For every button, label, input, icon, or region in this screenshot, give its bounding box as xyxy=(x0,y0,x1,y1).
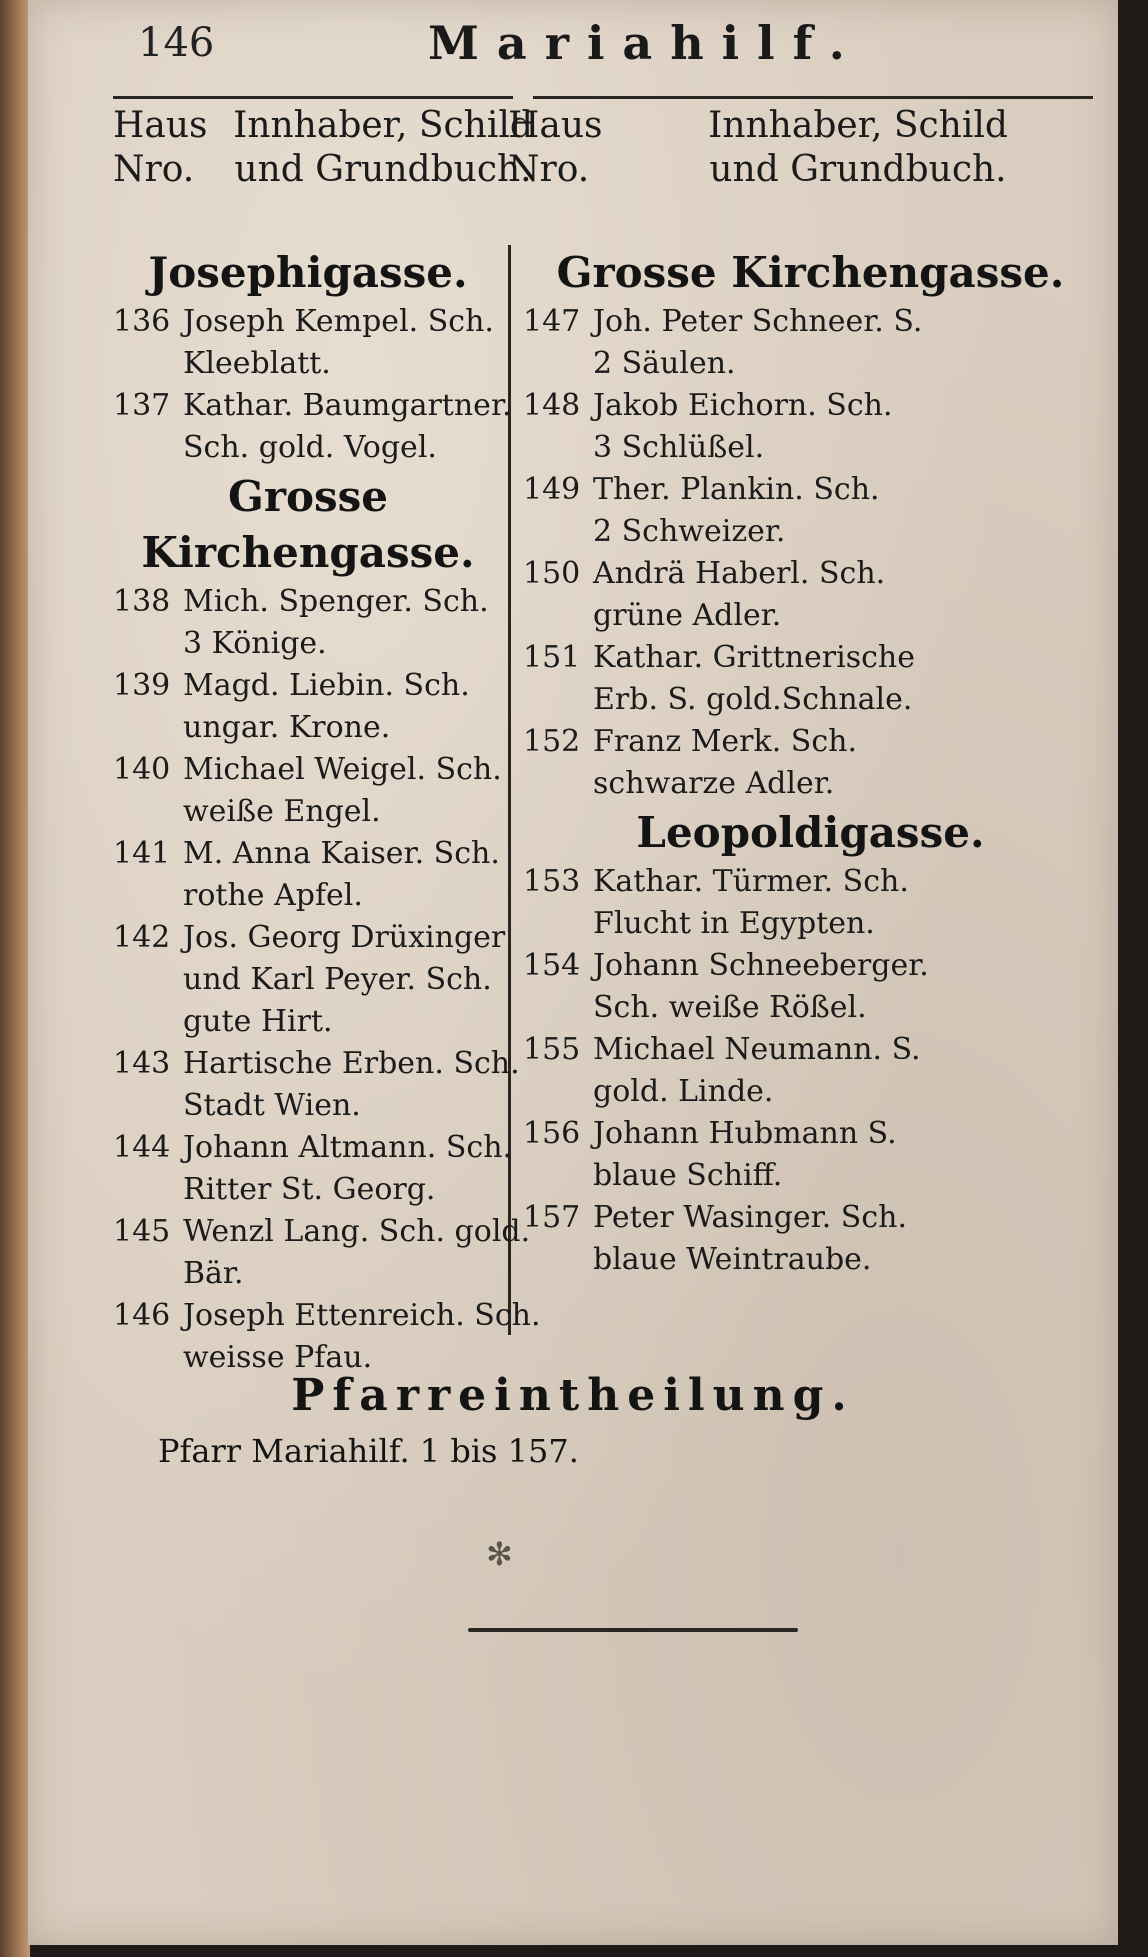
owner-line: Jakob Eichorn. Sch. xyxy=(593,388,893,423)
house-number: 149 xyxy=(523,472,581,507)
street-heading: Josephigasse. xyxy=(148,248,468,297)
owner-line: Johann Altmann. Sch. xyxy=(183,1130,513,1165)
owner-line: Joseph Kempel. Sch. xyxy=(183,304,494,339)
grundbuch-label: und Grundbuch. xyxy=(234,149,532,190)
sign-line: Sch. weiße Rößel. xyxy=(593,990,867,1025)
house-number: 145 xyxy=(113,1214,171,1249)
right-column-header xyxy=(508,104,1088,192)
owner-line: Johann Schneeberger. xyxy=(593,948,929,983)
house-number: 139 xyxy=(113,668,171,703)
sign-line: Sch. gold. Vogel. xyxy=(183,430,437,465)
owner-label: Innhaber, Schild xyxy=(708,105,1008,146)
page-header xyxy=(28,8,1118,68)
house-number: 143 xyxy=(113,1046,171,1081)
house-number: 136 xyxy=(113,304,171,339)
ornament-icon: ✻ xyxy=(486,1535,513,1573)
owner-line: Michael Neumann. S. xyxy=(593,1032,921,1067)
list-item xyxy=(523,385,1098,469)
sign-line: Kleeblatt. xyxy=(183,346,331,381)
sign-line: blaue Schiff. xyxy=(593,1158,783,1193)
owner-line: Kathar. Grittnerische xyxy=(593,640,915,675)
list-item xyxy=(113,665,503,749)
list-item xyxy=(523,1197,1098,1281)
house-number: 137 xyxy=(113,388,171,423)
page-number: 146 xyxy=(138,20,215,66)
book-spine xyxy=(0,0,30,1957)
owner-label: Innhaber, Schild xyxy=(233,105,533,146)
list-item xyxy=(113,301,503,385)
closing-rule xyxy=(468,1628,798,1632)
sign-line: Flucht in Egypten. xyxy=(593,906,875,941)
list-item xyxy=(113,1043,520,1127)
owner-line: Wenzl Lang. Sch. gold. xyxy=(183,1214,531,1249)
sign-line: rothe Apfel. xyxy=(183,878,363,913)
list-item xyxy=(523,861,1098,945)
owner-line: Joh. Peter Schneer. S. xyxy=(593,304,923,339)
sign-line: Erb. S. gold.Schnale. xyxy=(593,682,913,717)
section-title: Pfarreintheilung. xyxy=(291,1370,855,1421)
sign-line: weiße Engel. xyxy=(183,794,381,829)
house-number: 152 xyxy=(523,724,581,759)
house-number: 157 xyxy=(523,1200,581,1235)
house-number: 138 xyxy=(113,584,171,619)
sign-line: 3 Könige. xyxy=(183,626,327,661)
sign-line: ungar. Krone. xyxy=(183,710,391,745)
house-number: 141 xyxy=(113,836,171,871)
list-item xyxy=(523,553,1098,637)
header-rule-left xyxy=(113,96,513,99)
list-item xyxy=(523,1113,1098,1197)
haus-label: Haus xyxy=(508,105,603,146)
left-column xyxy=(113,245,541,1379)
list-item xyxy=(113,917,506,1043)
list-item xyxy=(113,385,512,469)
house-number: 144 xyxy=(113,1130,171,1165)
sign-line: gute Hirt. xyxy=(183,1004,333,1039)
sign-line: Ritter St. Georg. xyxy=(183,1172,436,1207)
list-item xyxy=(113,1211,531,1295)
sign-line: 2 Säulen. xyxy=(593,346,736,381)
list-item xyxy=(113,833,503,917)
owner-line: Mich. Spenger. Sch. xyxy=(183,584,489,619)
owner-line: Peter Wasinger. Sch. xyxy=(593,1200,907,1235)
house-number: 147 xyxy=(523,304,581,339)
owner-line: M. Anna Kaiser. Sch. xyxy=(183,836,500,871)
house-number: 151 xyxy=(523,640,581,675)
owner-line: Magd. Liebin. Sch. xyxy=(183,668,470,703)
owner-line: und Karl Peyer. Sch. xyxy=(183,962,492,997)
list-item xyxy=(523,1029,1098,1113)
sign-line: blaue Weintraube. xyxy=(593,1242,872,1277)
header-rule-right xyxy=(533,96,1093,99)
house-number: 146 xyxy=(113,1298,171,1333)
list-item xyxy=(523,469,1098,553)
list-item xyxy=(113,1127,513,1211)
street-heading: Grosse Kirchengasse. xyxy=(141,472,475,577)
book-page xyxy=(28,0,1118,1945)
parish-range: Pfarr Mariahilf. 1 bis 157. xyxy=(158,1432,579,1470)
sign-line: Bär. xyxy=(183,1256,244,1291)
owner-line: Kathar. Türmer. Sch. xyxy=(593,864,909,899)
owner-line: Joseph Ettenreich. Sch. xyxy=(183,1298,541,1333)
nro-label: Nro. xyxy=(113,149,195,190)
right-column xyxy=(523,245,1098,1281)
list-item xyxy=(523,721,1098,805)
grundbuch-label: und Grundbuch. xyxy=(709,149,1007,190)
sign-line: schwarze Adler. xyxy=(593,766,835,801)
owner-line: Hartische Erben. Sch. xyxy=(183,1046,520,1081)
house-number: 153 xyxy=(523,864,581,899)
list-item xyxy=(113,581,503,665)
sign-line: weisse Pfau. xyxy=(183,1340,373,1375)
owner-line: Andrä Haberl. Sch. xyxy=(593,556,886,591)
owner-line: Jos. Georg Drüxinger xyxy=(183,920,506,955)
house-number: 148 xyxy=(523,388,581,423)
sign-line: grüne Adler. xyxy=(593,598,782,633)
street-heading: Leopoldigasse. xyxy=(636,808,985,857)
sign-line: Stadt Wien. xyxy=(183,1088,361,1123)
list-item xyxy=(523,301,1098,385)
owner-line: Kathar. Baumgartner. xyxy=(183,388,512,423)
street-heading: Grosse Kirchengasse. xyxy=(556,248,1065,297)
sign-line: 2 Schweizer. xyxy=(593,514,786,549)
list-item xyxy=(523,637,1098,721)
owner-line: Michael Weigel. Sch. xyxy=(183,752,502,787)
nro-label: Nro. xyxy=(508,149,590,190)
left-column-header xyxy=(113,104,533,192)
house-number: 155 xyxy=(523,1032,581,1067)
haus-label: Haus xyxy=(113,105,208,146)
house-number: 150 xyxy=(523,556,581,591)
owner-line: Johann Hubmann S. xyxy=(593,1116,897,1151)
sign-line: 3 Schlüßel. xyxy=(593,430,765,465)
house-number: 142 xyxy=(113,920,171,955)
list-item xyxy=(113,1295,541,1379)
house-number: 140 xyxy=(113,752,171,787)
house-number: 154 xyxy=(523,948,581,983)
house-number: 156 xyxy=(523,1116,581,1151)
owner-line: Ther. Plankin. Sch. xyxy=(593,472,880,507)
page-title: Mariahilf. xyxy=(428,16,863,70)
list-item xyxy=(113,749,503,833)
sign-line: gold. Linde. xyxy=(593,1074,774,1109)
owner-line: Franz Merk. Sch. xyxy=(593,724,857,759)
list-item xyxy=(523,945,1098,1029)
